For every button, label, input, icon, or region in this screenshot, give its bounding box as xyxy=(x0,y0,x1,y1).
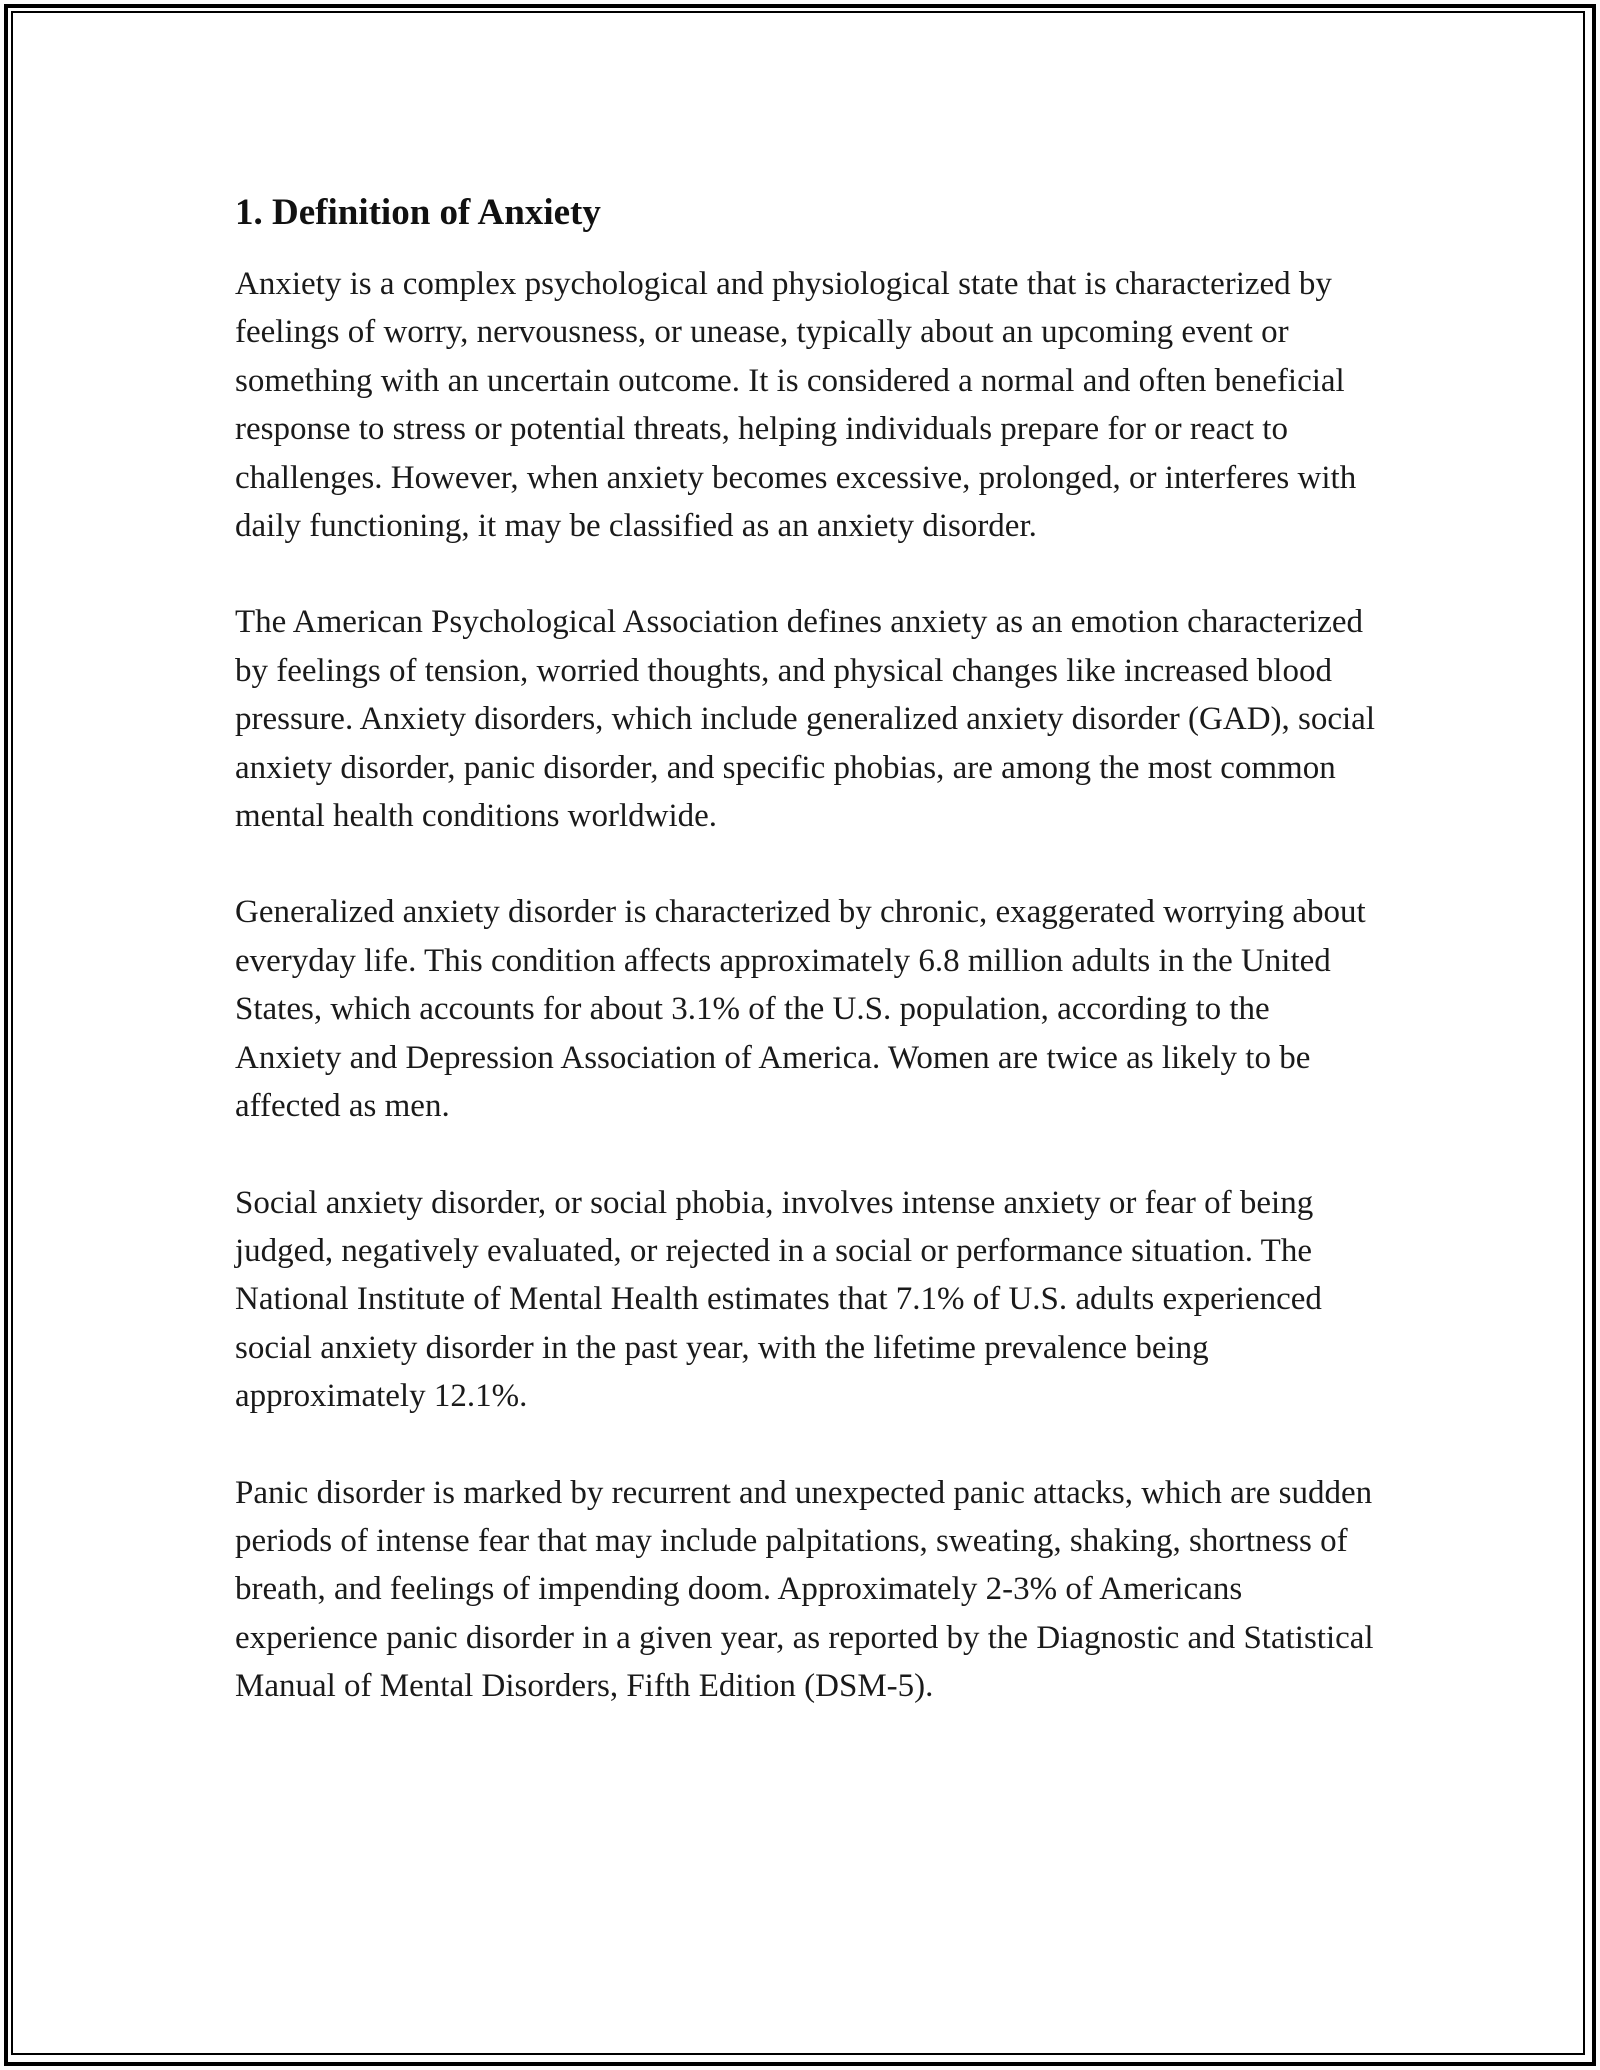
document-body xyxy=(235,186,1375,1711)
paragraph-definition: Anxiety is a complex psychological and physiological state that is characterized by feelings of worry, nervousness, or unease, typically about an upcoming event or something with an uncertain outcome. It is considered a normal and often beneficial response to stress or potential threats, helping individuals prepare for or react to challenges. However, when anxiety becomes excessive, prolonged, or interferes with daily functioning, it may be classified as an anxiety disorder. xyxy=(235,266,1357,545)
section-heading: 1. Definition of Anxiety xyxy=(235,192,601,233)
paragraph-apa-definition: The American Psychological Association defines anxiety as an emotion characterized by feelings of tension, worried thoughts, and physical changes like increased blood pressure. Anxiety disorders, which include generalized anxiety disorder (GAD), social anxiety disorder, panic disorder, and specific phobias, are among the most common mental health conditions worldwide. xyxy=(235,604,1375,835)
paragraph-panic-disorder: Panic disorder is marked by recurrent and unexpected panic attacks, which are sudden periods of intense fear that may include palpitations, sweating, shaking, shortness of breath, and feelings of impending doom. Approximately 2-3% of Americans experience panic disorder in a given year, as reported by the Diagnostic and Statistical Manual of Mental Disorders, Fifth Edition (DSM-5). xyxy=(235,1474,1374,1705)
paragraph-gad: Generalized anxiety disorder is characterized by chronic, exaggerated worrying about everyday life. This condition affects approximately 6.8 million adults in the United States, which accounts for about 3.1% of the U.S. population, according to the Anxiety and Depression Association of America. Women are twice as likely to be affected as men. xyxy=(235,894,1366,1125)
paragraph-social-anxiety: Social anxiety disorder, or social phobia, involves intense anxiety or fear of being judged, negatively evaluated, or rejected in a social or performance situation. The National Institute of Mental Health estimates that 7.1% of U.S. adults experienced social anxiety disorder in the past year, with the lifetime prevalence being approximately 12.1%. xyxy=(235,1184,1322,1415)
